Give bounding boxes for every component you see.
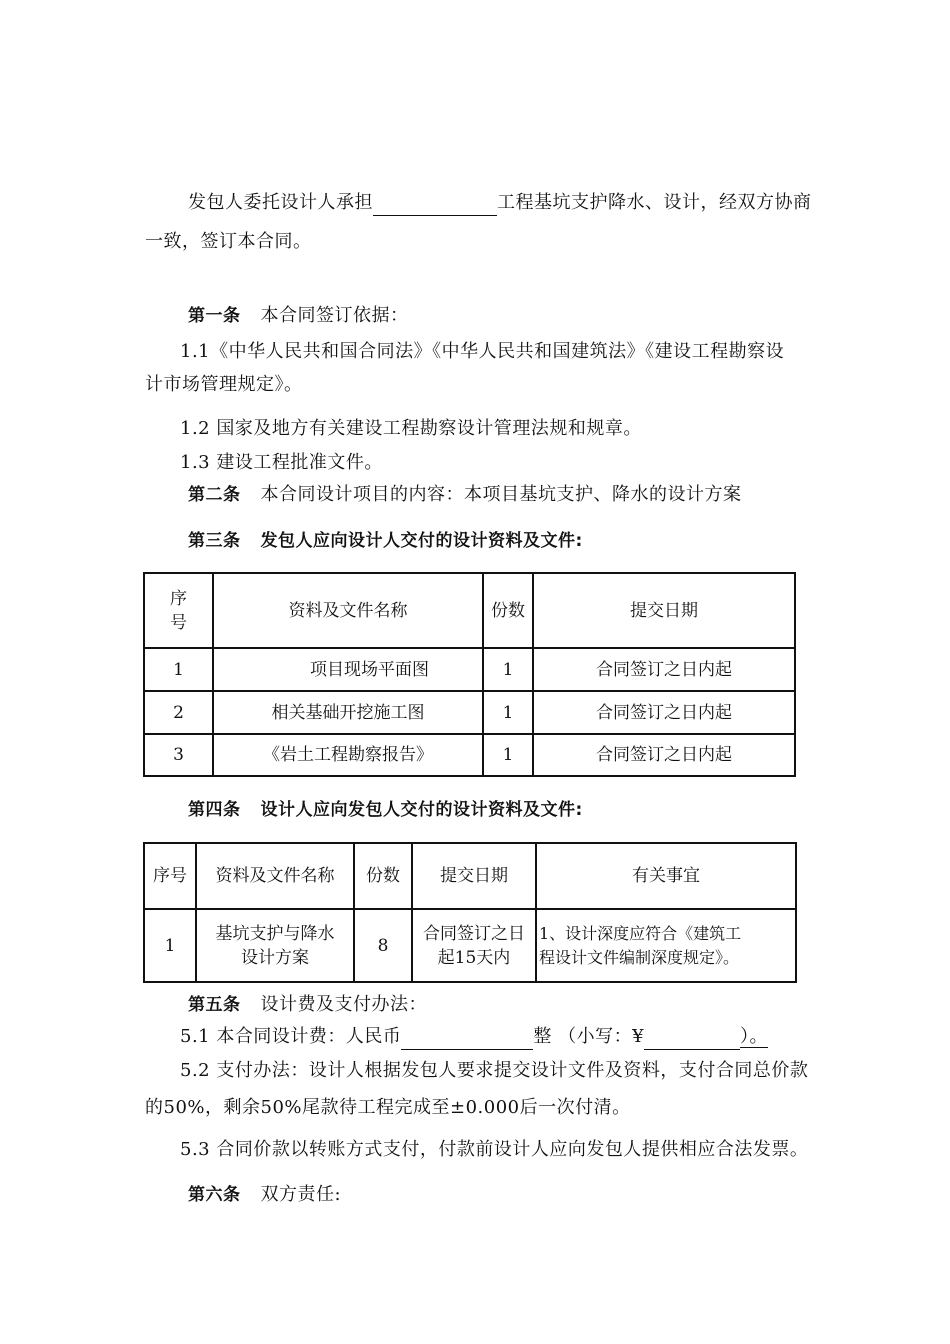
article-5-heading: 第五条 — [188, 995, 241, 1015]
article-6-line — [188, 1182, 341, 1208]
article-3-title: 发包人应向设计人交付的设计资料及文件: — [260, 531, 583, 551]
article-1-item-2: 1.2 国家及地方有关建设工程勘察设计管理法规和规章。 — [180, 418, 642, 439]
cell-no: 1 — [144, 909, 196, 982]
article-6-heading: 第六条 — [188, 1185, 241, 1205]
cell-name: 《岩土工程勘察报告》 — [213, 734, 483, 776]
cell-no: 2 — [144, 691, 213, 734]
table-header-row — [144, 573, 795, 648]
fee-label: 5.1 本合同设计费：人民币 — [180, 1026, 402, 1047]
article-2-line — [188, 482, 742, 508]
cell-copies: 1 — [483, 691, 533, 734]
header-notes: 有关事宜 — [536, 843, 796, 909]
header-date: 提交日期 — [412, 843, 536, 909]
cell-name: 基坑支护与降水 设计方案 — [196, 909, 354, 982]
article-6-title: 双方责任: — [260, 1184, 342, 1205]
header-date: 提交日期 — [533, 573, 795, 648]
article-3-heading: 第三条 — [188, 531, 241, 551]
table-row — [144, 909, 796, 982]
header-name: 资料及文件名称 — [196, 843, 354, 909]
article-3-table — [143, 572, 796, 777]
cell-no: 3 — [144, 734, 213, 776]
article-2-title: 本合同设计项目的内容：本项目基坑支护、降水的设计方案 — [260, 484, 742, 505]
fee-number-blank — [644, 1029, 740, 1050]
cell-copies: 1 — [483, 734, 533, 776]
cell-copies: 8 — [354, 909, 412, 982]
article-4-table — [143, 842, 797, 983]
table-header-row — [144, 843, 796, 909]
cell-date: 合同签订之日内起 — [533, 691, 795, 734]
article-4-line — [188, 797, 583, 823]
article-4-title: 设计人应向发包人交付的设计资料及文件: — [260, 800, 583, 820]
table-row — [144, 648, 795, 691]
article-5-title: 设计费及支付办法： — [260, 994, 427, 1015]
cell-date: 合同签订之日内起 — [533, 648, 795, 691]
article-1-item-1-line-2: 计市场管理规定》。 — [145, 374, 303, 395]
cell-date: 合同签订之日 起15天内 — [412, 909, 536, 982]
fee-line — [180, 1024, 768, 1050]
intro-line-2: 一致，签订本合同。 — [145, 231, 312, 252]
cell-copies: 1 — [483, 648, 533, 691]
article-4-heading: 第四条 — [188, 800, 241, 820]
fee-mid: 整 （小写：¥ — [533, 1026, 645, 1047]
transfer-line: 5.3 合同价款以转账方式支付，付款前设计人应向发包人提供相应合法发票。 — [180, 1139, 809, 1160]
payment-line-2: 的50%，剩余50%尾款待工程完成至±0.000后一次付清。 — [145, 1097, 631, 1118]
table-row — [144, 691, 795, 734]
header-no: 序 号 — [144, 573, 213, 648]
article-1-heading-line — [188, 303, 409, 329]
article-1-item-1-line-1: 1.1《中华人民共和国合同法》《中华人民共和国建筑法》《建设工程勘察设 — [180, 341, 785, 362]
payment-line-1: 5.2 支付办法：设计人根据发包人要求提交设计文件及资料，支付合同总价款 — [180, 1060, 809, 1081]
cell-no: 1 — [144, 648, 213, 691]
cell-date: 合同签订之日内起 — [533, 734, 795, 776]
cell-notes: 1、设计深度应符合《建筑工 程设计文件编制深度规定》。 — [536, 909, 796, 982]
intro-text-after: 工程基坑支护降水、设计，经双方协商 — [497, 192, 812, 213]
article-3-line — [188, 528, 583, 554]
article-1-item-3: 1.3 建设工程批准文件。 — [180, 452, 383, 473]
fee-end: ）。 — [740, 1026, 769, 1047]
article-1-title: 本合同签订依据： — [260, 305, 409, 326]
header-name: 资料及文件名称 — [213, 573, 483, 648]
header-no: 序号 — [144, 843, 196, 909]
project-name-blank — [373, 195, 497, 216]
intro-text-before: 发包人委托设计人承担 — [188, 192, 373, 213]
cell-name: 相关基础开挖施工图 — [213, 691, 483, 734]
header-copies: 份数 — [483, 573, 533, 648]
article-5-line — [188, 992, 427, 1018]
article-1-heading: 第一条 — [188, 306, 241, 326]
article-2-heading: 第二条 — [188, 485, 241, 505]
header-copies: 份数 — [354, 843, 412, 909]
fee-amount-blank — [401, 1029, 533, 1050]
cell-name: 项目现场平面图 — [213, 648, 483, 691]
intro-line-1 — [188, 190, 812, 216]
table-row — [144, 734, 795, 776]
